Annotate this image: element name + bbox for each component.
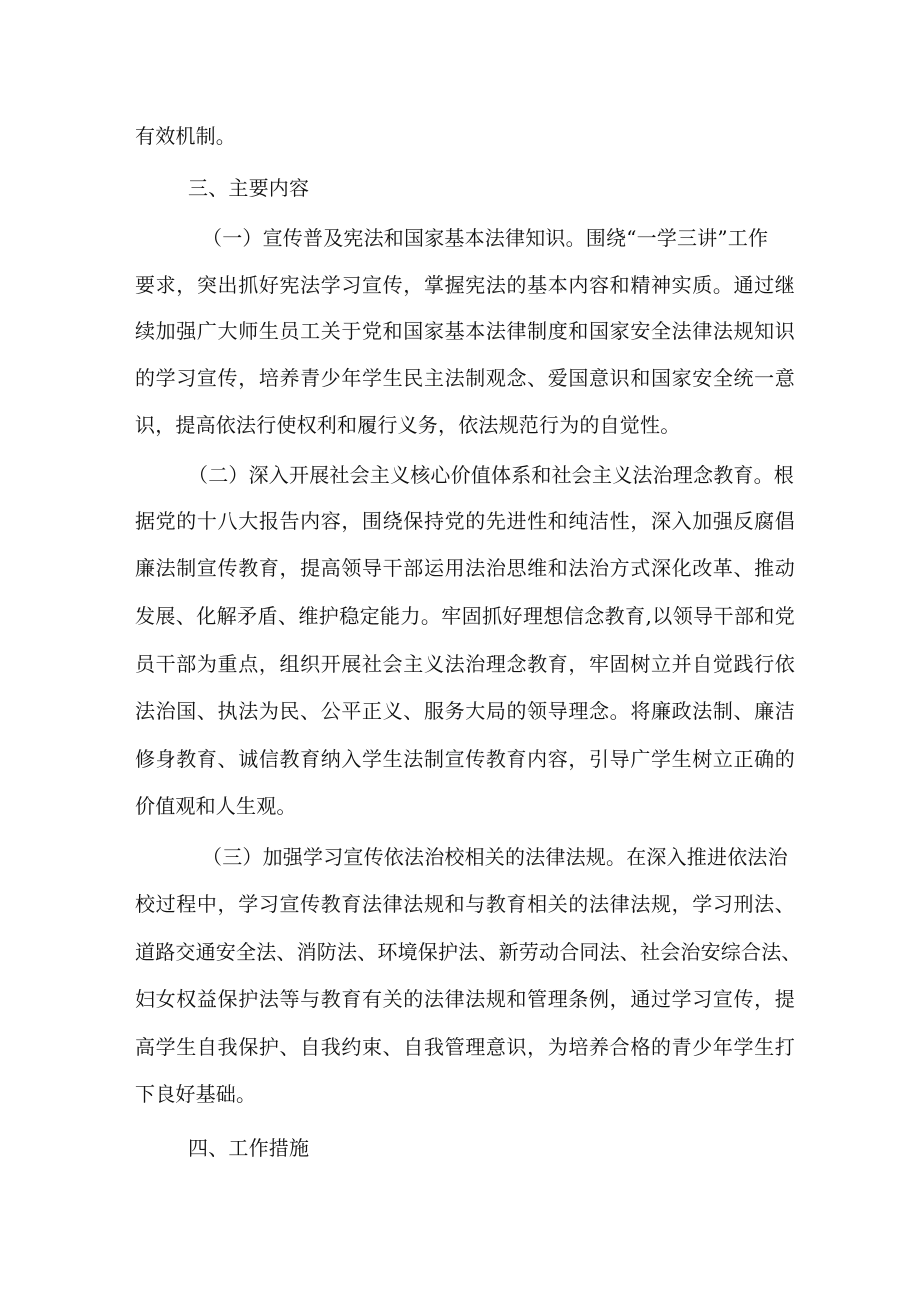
- text-line: 校过程中，学习宣传教育法律法规和与教育相关的法律法规，学习刑法、: [135, 892, 795, 916]
- paragraph-first-line: （二）深入开展社会主义核心价值体系和社会主义法治理念教育。根: [188, 463, 794, 487]
- text-line: 法治国、执法为民、公平正义、服务大局的领导理念。将廉政法制、廉洁: [135, 699, 795, 723]
- text-line: 价值观和人生观。: [135, 794, 297, 818]
- text-line: 下良好基础。: [135, 1082, 257, 1106]
- paragraph-first-line: （一）宣传普及宪法和国家基本法律知识。围绕“一学三讲”工作: [202, 226, 769, 250]
- text-line: 识，提高依法行使权利和履行义务，依法规范行为的自觉性。: [135, 413, 681, 437]
- text-line: 员干部为重点，组织开展社会主义法治理念教育，牢固树立并自觉践行依: [135, 652, 795, 676]
- text-line: 据党的十八大报告内容，围绕保持党的先进性和纯洁性，深入加强反腐倡: [135, 509, 795, 533]
- text-line: 要求，突出抓好宪法学习宣传，掌握宪法的基本内容和精神实质。通过继: [135, 273, 795, 297]
- text-line: 高学生自我保护、自我约束、自我管理意识，为培养合格的青少年学生打: [135, 1035, 795, 1059]
- section-heading: 三、主要内容: [188, 176, 310, 200]
- text-line: 发展、化解矛盾、维护稳定能力。牢固抓好理想信念教育,以领导干部和党: [135, 604, 795, 628]
- text-line: 有效机制。: [135, 124, 236, 148]
- text-line: 续加强广大师生员工关于党和国家基本法律制度和国家安全法律法规知识: [135, 319, 795, 343]
- text-line: 道路交通安全法、消防法、环境保护法、新劳动合同法、社会治安综合法、: [135, 940, 802, 964]
- text-line: 的学习宣传，培养青少年学生民主法制观念、爱国意识和国家安全统一意: [135, 366, 795, 390]
- section-heading: 四、工作措施: [188, 1136, 310, 1160]
- text-line: 修身教育、诚信教育纳入学生法制宣传教育内容，引导广学生树立正确的: [135, 747, 795, 771]
- text-line: 廉法制宣传教育，提高领导干部运用法治思维和法治方式深化改革、推动: [135, 556, 795, 580]
- paragraph-first-line: （三）加强学习宣传依法治校相关的法律法规。在深入推进依法治: [202, 845, 788, 869]
- text-line: 妇女权益保护法等与教育有关的法律法规和管理条例，通过学习宣传，提: [135, 987, 795, 1011]
